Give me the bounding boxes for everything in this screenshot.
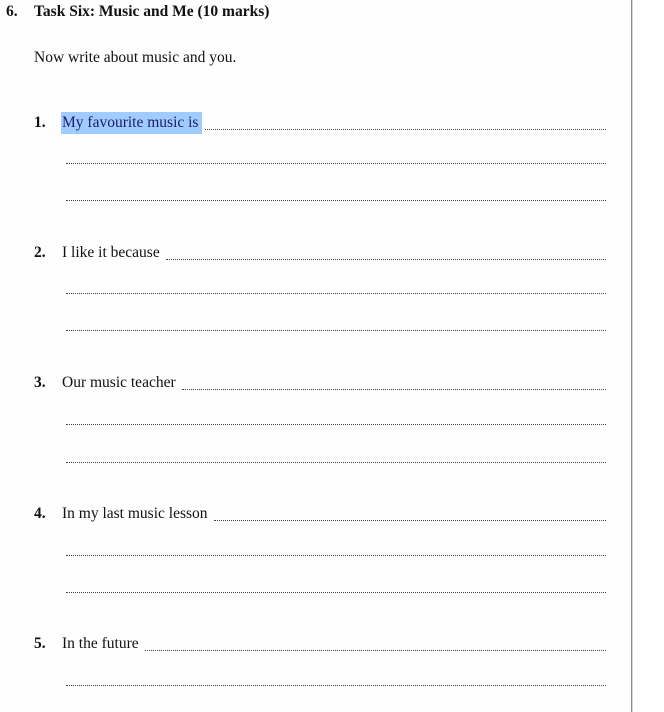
question-number: 3. [34,374,46,391]
question-row [34,112,606,134]
question-number: 2. [34,244,46,261]
question-row [34,372,606,394]
question-prompt: I like it because [62,244,160,261]
answer-line[interactable] [205,129,606,130]
question-prompt: In my last music lesson [62,505,208,522]
question-3 [34,372,606,472]
question-2 [34,242,606,342]
answer-line[interactable] [145,650,606,651]
answer-line[interactable] [214,520,606,521]
task-number: 6. [6,3,18,20]
question-4 [34,503,606,603]
question-row [34,503,606,525]
question-prompt: In the future [62,635,139,652]
question-row [34,242,606,264]
question-5 [34,633,606,712]
answer-line[interactable] [66,293,606,294]
answer-line[interactable] [182,389,606,390]
question-prompt: Our music teacher [62,374,176,391]
question-number: 5. [34,635,46,652]
answer-line[interactable] [66,685,606,686]
answer-line[interactable] [66,330,606,331]
task-heading [6,3,269,21]
question-number: 4. [34,505,46,522]
task-title: Task Six: Music and Me (10 marks) [34,3,270,20]
answer-line[interactable] [66,200,606,201]
answer-line[interactable] [66,163,606,164]
answer-line[interactable] [66,424,606,425]
answer-line[interactable] [66,555,606,556]
question-number: 1. [34,114,46,131]
question-prompt-selected[interactable]: My favourite music is [61,112,202,134]
question-1 [34,112,606,212]
answer-line[interactable] [66,462,606,463]
answer-line[interactable] [66,592,606,593]
question-row [34,633,606,655]
intro-text: Now write about music and you. [34,49,237,66]
answer-line[interactable] [166,259,606,260]
